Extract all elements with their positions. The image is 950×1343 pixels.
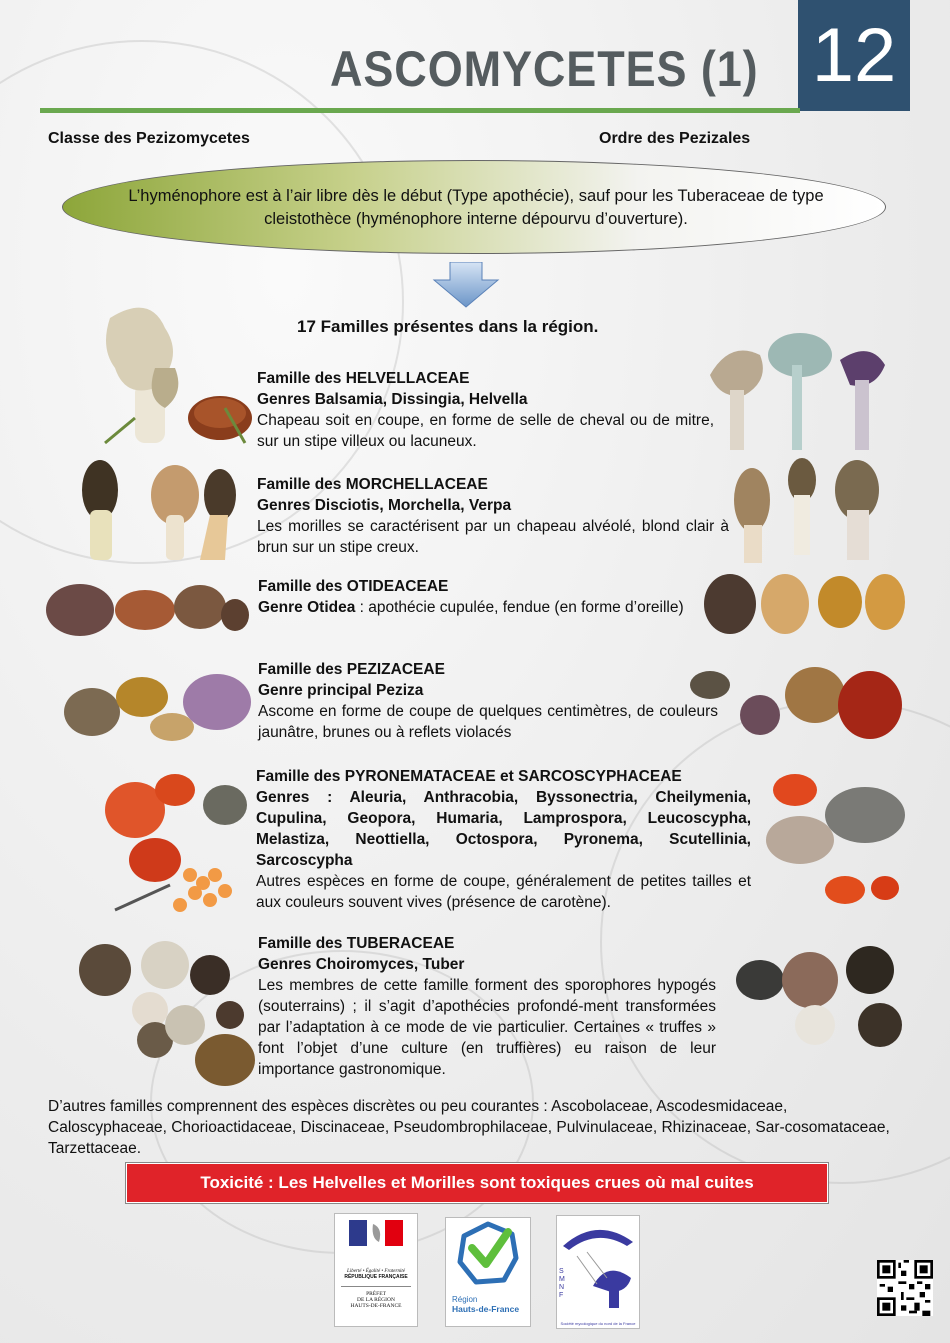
sheet-number: 12 (798, 0, 910, 111)
family-name: Famille des HELVELLACEAE (257, 370, 470, 387)
family-description: : apothécie cupulée, fendue (en forme d’oreille) (355, 599, 684, 616)
morchella-photo-right (722, 455, 898, 565)
family-name: Famille des PYRONEMATACEAE et SARCOSCYPHACEAE (256, 768, 682, 785)
family-description: Ascome en forme de coupe de quelques centimètres, de couleurs jaunâtre, brunes ou à reflets violacés (258, 703, 718, 741)
family-description: Autres espèces en forme de coupe, généralement de petites tailles et aux couleurs souvent vives (présence de carotène). (256, 873, 751, 911)
peziza-photo-right (685, 660, 903, 750)
tuber-photo-right (735, 940, 915, 1050)
prefet-republic: RÉPUBLIQUE FRANÇAISE (344, 1274, 408, 1280)
prefet-motto: Liberté • Égalité • Fraternité (347, 1269, 405, 1274)
intro-text: L’hyménophore est à l’air libre dès le début (Type apothécie), sauf pour les Tuberaceae de type cleistothèce (hyménophore interne dépourvu d’ouverture). (128, 187, 824, 228)
smnf-letters: SMNF (559, 1268, 565, 1299)
helvella-photo-left (95, 298, 255, 448)
region-line1: Région (452, 1295, 478, 1304)
family-genera: Genres Balsamia, Dissingia, Helvella (257, 391, 528, 408)
family-block (256, 766, 751, 913)
prefet-line2: DE LA RÉGION (357, 1297, 395, 1303)
family-name: Famille des MORCHELLACEAE (257, 476, 488, 493)
smnf-caption: Société mycologique du nord de la France (560, 1321, 636, 1326)
family-genera: Genres Choiromyces, Tuber (258, 956, 465, 973)
other-families-text: D’autres familles comprennent des espèces discrètes ou peu courantes : Ascobolaceae, Ascodesmidaceae, Caloscyphaceae, Chorioactidaceae, Discinaceae, Pseudombrophilaceae, Pulvinulaceae, Rhizinaceae, Sar-cosomataceae, Tarzettaceae. (48, 1098, 890, 1157)
tuber-photo-left-2 (130, 1000, 260, 1090)
region-line2: Hauts-de-France (452, 1304, 520, 1314)
family-genera: Genres : Aleuria, Anthracobia, Byssonectria, Cheilymenia, Cupulina, Geopora, Humaria, Lamprospora, Leucoscypha, Melastiza, Neottiella, Octospora, Pyronema, Scutellinia, Sarcoscypha (256, 789, 751, 869)
region-logo (445, 1217, 531, 1327)
order-label: Ordre des Pezizales (599, 130, 751, 147)
family-genera: Genres Disciotis, Morchella, Verpa (257, 497, 512, 514)
family-genera: Genre principal Peziza (258, 682, 424, 699)
family-description: Chapeau soit en coupe, en forme de selle de cheval ou de mitre, sur un stipe villeux ou lacuneux. (257, 412, 714, 450)
family-description: Les membres de cette famille forment des sporophores hypogés (souterrains) ; il s’agit d’apothécies profondé-ment transformées par l’adaptation à ce mode de vie particulier. Certaines « truffes » font l’objet d’une culture (en truffières) eu raison de leur importance gastronomique. (258, 977, 716, 1078)
family-name: Famille des TUBERACEAE (258, 935, 455, 952)
family-block (257, 368, 714, 452)
family-block (258, 659, 718, 743)
family-name: Famille des PEZIZACEAE (258, 661, 445, 678)
class-label: Classe des Pezizomycetes (48, 130, 250, 147)
title-underline (40, 108, 800, 113)
page-title: ASCOMYCETES (1) (330, 41, 759, 97)
prefet-line3: HAUTS-DE-FRANCE (350, 1303, 402, 1309)
down-arrow-icon (432, 262, 500, 308)
family-block (257, 474, 729, 558)
prefet-logo (334, 1213, 418, 1327)
smnf-logo (556, 1215, 640, 1329)
mushroom-emblem-icon (557, 1216, 639, 1316)
family-description: Les morilles se caractérisent par un chapeau alvéolé, blond clair à brun sur un stipe creux. (257, 518, 729, 556)
pyronema-photo-right (760, 770, 910, 910)
family-block (258, 576, 714, 618)
morchella-photo-left (50, 455, 250, 565)
france-map-check-icon (446, 1218, 530, 1290)
otidea-photo-right (700, 572, 910, 642)
family-name: Famille des OTIDEACEAE (258, 578, 449, 595)
pyronema-photo-left (95, 765, 255, 925)
family-genera: Genre Otidea (258, 599, 356, 616)
helvella-photo-right (700, 325, 900, 455)
prefet-line1: PRÉFET (366, 1291, 386, 1297)
families-title: 17 Familles présentes dans la région. (297, 317, 599, 336)
marianne-icon (335, 1214, 417, 1264)
peziza-photo-left (62, 662, 257, 747)
qr-code-icon[interactable] (877, 1260, 933, 1316)
toxicity-banner: Toxicité : Les Helvelles et Morilles sont toxiques crues où mal cuites (126, 1163, 828, 1203)
otidea-photo-left (40, 575, 250, 640)
family-block (258, 933, 716, 1080)
